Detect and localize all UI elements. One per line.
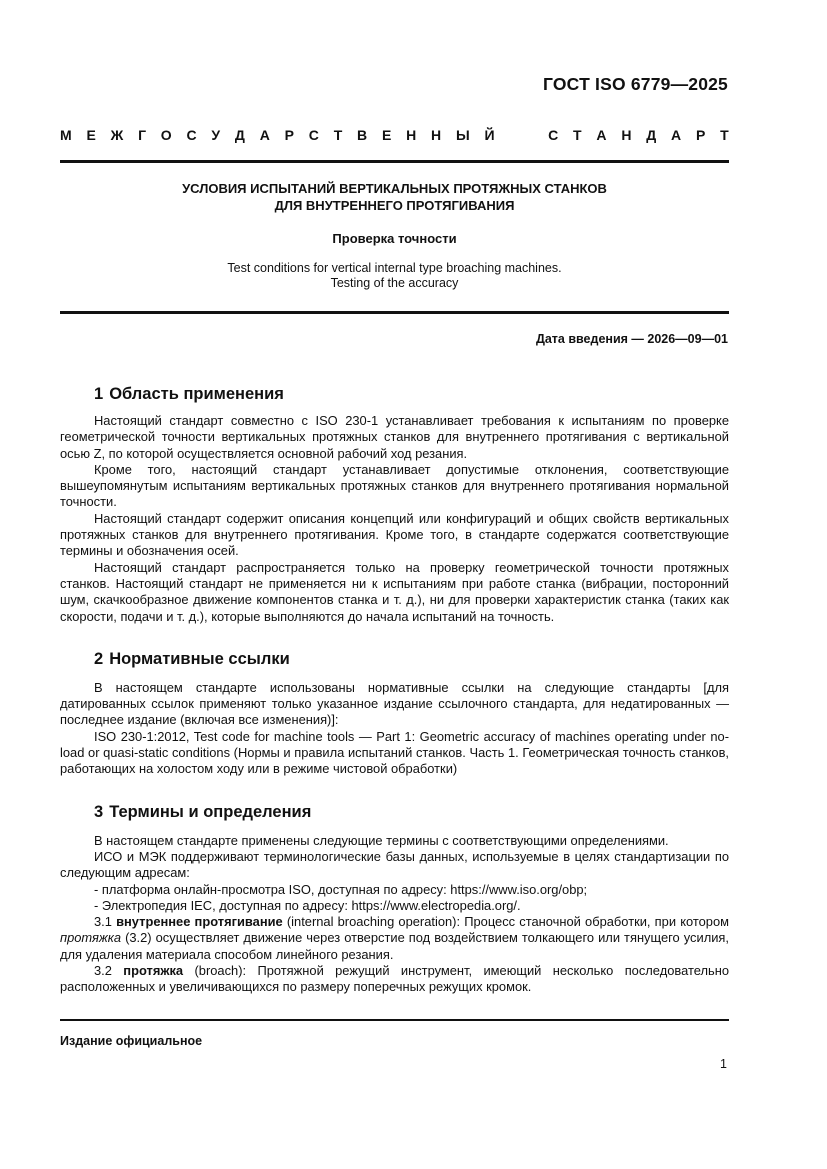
- banner-letter: С: [186, 127, 197, 143]
- english-title: [60, 261, 729, 291]
- section-heading: [60, 801, 729, 823]
- title-divider: [60, 311, 729, 314]
- term-definition-3-2: [60, 963, 729, 996]
- section-title: Область применения: [109, 385, 284, 403]
- banner-letter: Й: [484, 127, 495, 143]
- banner-letter: Н: [621, 127, 632, 143]
- term-english: (internal broaching operation):: [286, 914, 461, 930]
- paragraph: ISO 230-1:2012, Test code for machine tools — Part 1: Geometric accuracy of machines operating under no-load or quasi-static conditions (Нормы и правила испытаний станков. Часть 1. Геометрическая точность станков, работающих на холостом ходу или в режиме чистовой обработки): [60, 728, 729, 777]
- banner-letter: Н: [431, 127, 442, 143]
- banner-letter: Д: [234, 127, 245, 143]
- banner-letter: С: [308, 127, 319, 143]
- banner-word-gap: [509, 127, 533, 143]
- document-body: [60, 383, 729, 996]
- page-number: 1: [720, 1057, 727, 1071]
- title-line: УСЛОВИЯ ИСПЫТАНИЙ ВЕРТИКАЛЬНЫХ ПРОТЯЖНЫХ СТАНКОВ: [182, 181, 607, 196]
- banner-letter: Ы: [455, 127, 470, 143]
- banner-letter: М: [60, 127, 72, 143]
- banner-letter: Ж: [110, 127, 124, 143]
- paragraph: В настоящем стандарте применены следующие термины с соответствующими определениями.: [94, 832, 669, 848]
- paragraph: ИСО и МЭК поддерживают терминологические базы данных, используемые в целях стандартизации по следующим адресам:: [60, 848, 729, 881]
- banner-letter: А: [259, 127, 270, 143]
- paragraph: Настоящий стандарт содержит описания концепций или конфигураций и общих свойств вертикальных протяжных станков для внутреннего протягивания. Кроме того, в стандарте содержатся соответствующие термины и обозначения осей.: [60, 510, 729, 559]
- term-reference: протяжка: [60, 930, 122, 946]
- term-number: 3.1: [94, 914, 112, 930]
- banner-letter: У: [211, 127, 221, 143]
- banner-letter: О: [160, 127, 172, 143]
- banner-letter: Н: [406, 127, 417, 143]
- paragraph: Кроме того, настоящий стандарт устанавливает допустимые отклонения, соответствующие вышеупомянутым испытаниям вертикальных протяжных станков для внутреннего протягивания нормальной точности.: [60, 461, 729, 510]
- banner-letter: Т: [720, 127, 729, 143]
- interstate-standard-banner: [60, 127, 729, 143]
- definition-text: Процесс станочной обработки, при котором: [464, 914, 729, 930]
- paragraph: В настоящем стандарте использованы нормативные ссылки на следующие стандарты [для датированных ссылок применяют только указанное издание ссылочного стандарта, для недатированных — последнее издание (включая все изменения)]:: [60, 679, 729, 728]
- paragraph: Настоящий стандарт распространяется только на проверку геометрической точности протяжных станков. Настоящий стандарт не применяется ни к испытаниям при работе станка (вибрации, посторонний шум, скачкообразное движение компонентов станка и т. д.), ни для проверки характеристик станка (таких как скорости, подачи и т. д.), которые выполняются до начала испытаний на точность.: [60, 559, 729, 624]
- document-subtitle: Проверка точности: [332, 231, 457, 246]
- banner-letter: С: [548, 127, 559, 143]
- section-number: 1: [94, 385, 104, 403]
- title-line: ДЛЯ ВНУТРЕННЕГО ПРОТЯГИВАНИЯ: [274, 198, 515, 213]
- term-definition-3-1: [60, 914, 729, 963]
- official-edition-label: Издание официальное: [60, 1034, 203, 1048]
- banner-letter: А: [596, 127, 607, 143]
- definition-text: (3.2) осуществляет движение через отверстие под воздействием толкающего или тянущего усилия, для удаления материала способом линейного резания.: [60, 930, 729, 962]
- term: протяжка: [123, 963, 184, 979]
- term: внутреннее протягивание: [116, 914, 283, 930]
- standard-code: ГОСТ ISO 6779—2025: [542, 74, 728, 94]
- paragraph: Настоящий стандарт совместно с ISO 230-1 устанавливает требования к испытаниям по проверке геометрической точности вертикальных протяжных станков для внутреннего протягивания с вертикальной осью Z, по которой осуществляется основной рабочий ход резания.: [60, 413, 729, 461]
- definition-text: Протяжной режущий инструмент, имеющий несколько последовательно расположенных и увеличивающихся по размеру поперечных режущих кромок.: [60, 963, 729, 995]
- section-heading: [60, 648, 729, 670]
- banner-letter: Д: [646, 127, 657, 143]
- english-title-line: Test conditions for vertical internal type broaching machines.: [227, 261, 562, 275]
- english-title-line: Testing of the accuracy: [330, 276, 459, 290]
- introduction-date: Дата введения — 2026—09—01: [535, 332, 728, 346]
- banner-letter: А: [671, 127, 682, 143]
- banner-letter: Е: [381, 127, 392, 143]
- term-english: (broach):: [194, 963, 247, 979]
- list-item: - платформа онлайн-просмотра ISO, доступная по адресу: https://www.iso.org/obp;: [94, 881, 588, 897]
- term-number: 3.2: [94, 963, 112, 979]
- footer-divider: [60, 1019, 729, 1021]
- list-item: - Электропедия IEC, доступная по адресу: https://www.electropedia.org/.: [94, 897, 521, 913]
- banner-letter: В: [357, 127, 368, 143]
- banner-letter: Р: [695, 127, 706, 143]
- banner-letter: Т: [333, 127, 343, 143]
- banner-letter: Т: [573, 127, 582, 143]
- header-divider: [60, 160, 729, 163]
- banner-letter: Г: [138, 127, 146, 143]
- banner-letter: Е: [86, 127, 96, 143]
- document-title: [60, 180, 729, 214]
- section-number: 3: [94, 802, 104, 821]
- section-number: 2: [94, 649, 104, 668]
- section-title: Термины и определения: [109, 802, 312, 821]
- section-heading: [60, 383, 729, 405]
- banner-letter: Р: [284, 127, 294, 143]
- section-title: Нормативные ссылки: [109, 649, 290, 668]
